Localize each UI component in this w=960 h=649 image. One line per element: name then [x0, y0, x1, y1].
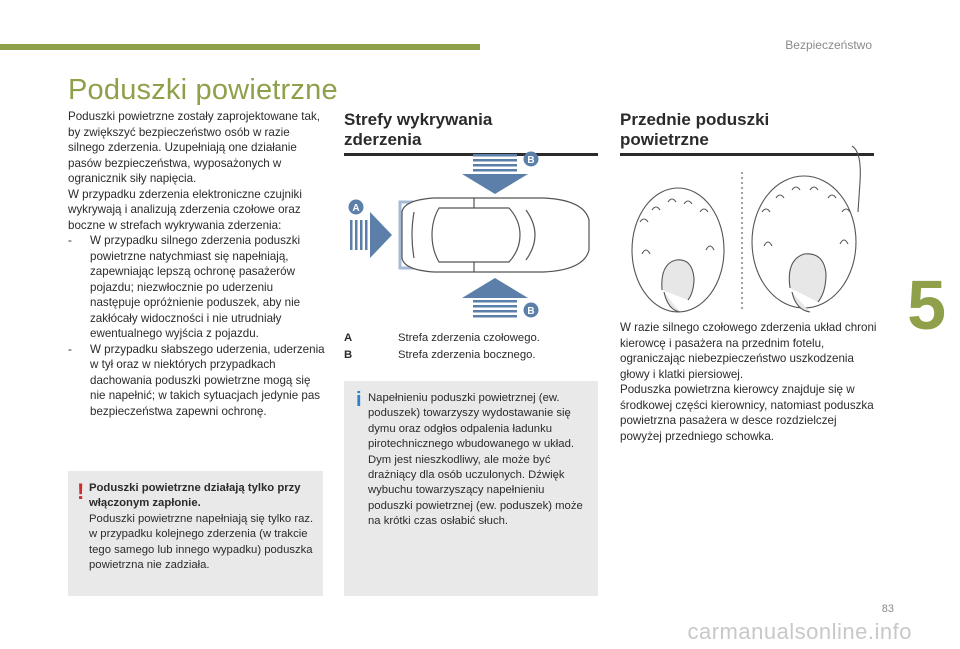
page-number: 83	[881, 603, 894, 615]
warning-bold-text: Poduszki powietrzne działają tylko przy włączonym zapłonie.	[89, 482, 301, 510]
page-title: Poduszki powietrzne	[68, 74, 338, 106]
intro-paragraph: W przypadku zderzenia elektroniczne czujniki wykrywają i analizują zderzenia czołowe oraz boczne w strefach wykrywania zderzenia:	[68, 187, 302, 232]
header-accent-bar	[0, 44, 480, 50]
intro-paragraph: Poduszki powietrzne zostały zaprojektowane tak, by zwiększyć bezpieczeństwo osób w razie silnego zderzenia. Uzupełniają one działanie pasów bezpieczeństwa, wyposażonych w ogranicznik siły napięcia.	[68, 110, 320, 185]
side-impact-arrow-top	[462, 154, 528, 194]
bullet-text: W przypadku silnego zderzenia poduszki powietrzne natychmiast się napełniają, zapewniając lepszą ochronę pasażerów pojazdu; niezwłocznie po uderzeniu następuje opróżnienie poduszek, aby nie zakłócały widoczności i nie utrudniały ewentualnego wyjścia z pojazdu.	[90, 234, 301, 340]
label-b-top	[524, 152, 539, 167]
bullet-dash: -	[68, 342, 72, 356]
zones-heading: Strefy wykrywania zderzenia	[344, 110, 493, 149]
bullet-dash: -	[68, 234, 72, 247]
front-airbags-text	[620, 320, 878, 444]
label-a-text: A	[352, 203, 360, 214]
list-item	[68, 233, 326, 342]
warning-icon: !	[77, 479, 85, 504]
label-b-top-text: B	[527, 155, 535, 166]
warning-text	[89, 481, 315, 573]
watermark[interactable]: carmanualsonline.info	[687, 619, 912, 644]
legend-key: B	[344, 349, 353, 361]
legend-key: A	[344, 332, 353, 344]
label-a	[349, 200, 364, 215]
list-item	[68, 342, 326, 420]
warning-body-text: Poduszki powietrzne napełniają się tylko raz. w przypadku kolejnego zderzenia (w trakcie tego samego lub innego wypadku) poduszka powietrzna nie zadziała.	[89, 512, 314, 572]
chapter-number: 5	[907, 266, 946, 344]
label-b-bottom	[524, 303, 539, 318]
info-box	[344, 381, 598, 596]
crash-zones-diagram	[344, 150, 598, 322]
info-icon: i	[356, 389, 362, 411]
label-b-bottom-text: B	[527, 306, 535, 317]
section-label: Bezpieczeństwo	[785, 38, 872, 52]
legend-text: Strefa zderzenia czołowego.	[398, 332, 540, 344]
front-airbags-heading: Przednie poduszki powietrzne	[620, 110, 770, 149]
warning-box	[68, 471, 323, 596]
bullet-text: W przypadku słabszego uderzenia, uderzenia w tył oraz w niektórych przypadkach dachowania poduszki powietrzne mogą się nie napełnić; w takich sytuacjach jedynie pas bezpieczeństwa zapewni ochronę.	[90, 342, 325, 418]
front-airbags-illustration	[620, 142, 874, 314]
side-impact-arrow-bottom	[462, 278, 528, 318]
front-airbags-paragraph: W razie silnego czołowego zderzenia układ chroni kierowcę i pasażera na przednim fotelu, ograniczając niebezpieczeństwo uszkodzenia głowy i klatki piersiowej.	[620, 321, 877, 381]
legend-text: Strefa zderzenia bocznego.	[398, 349, 536, 361]
front-airbags-paragraph: Poduszka powietrzna kierowcy znajduje się w środkowej części kierownicy, natomiast poduszka powietrzna pasażera w desce rozdzielczej powyżej przedniego schowka.	[620, 383, 874, 443]
intro-text	[68, 109, 326, 419]
car-outline	[402, 198, 589, 272]
info-text: Napełnieniu poduszki powietrznej (ew. poduszek) towarzyszy wydostawanie się dymu oraz odgłos odpalenia ładunku pirotechnicznego wbudowanego w układ. Dym jest nieszkodliwy, ale może być drażniący dla osób uczulonych. Dźwięk wybuchu towarzyszący napełnieniu poduszki powietrznej (ew. poduszek) może na krótki czas osłabić słuch.	[368, 392, 583, 528]
frontal-impact-arrow	[350, 212, 392, 258]
